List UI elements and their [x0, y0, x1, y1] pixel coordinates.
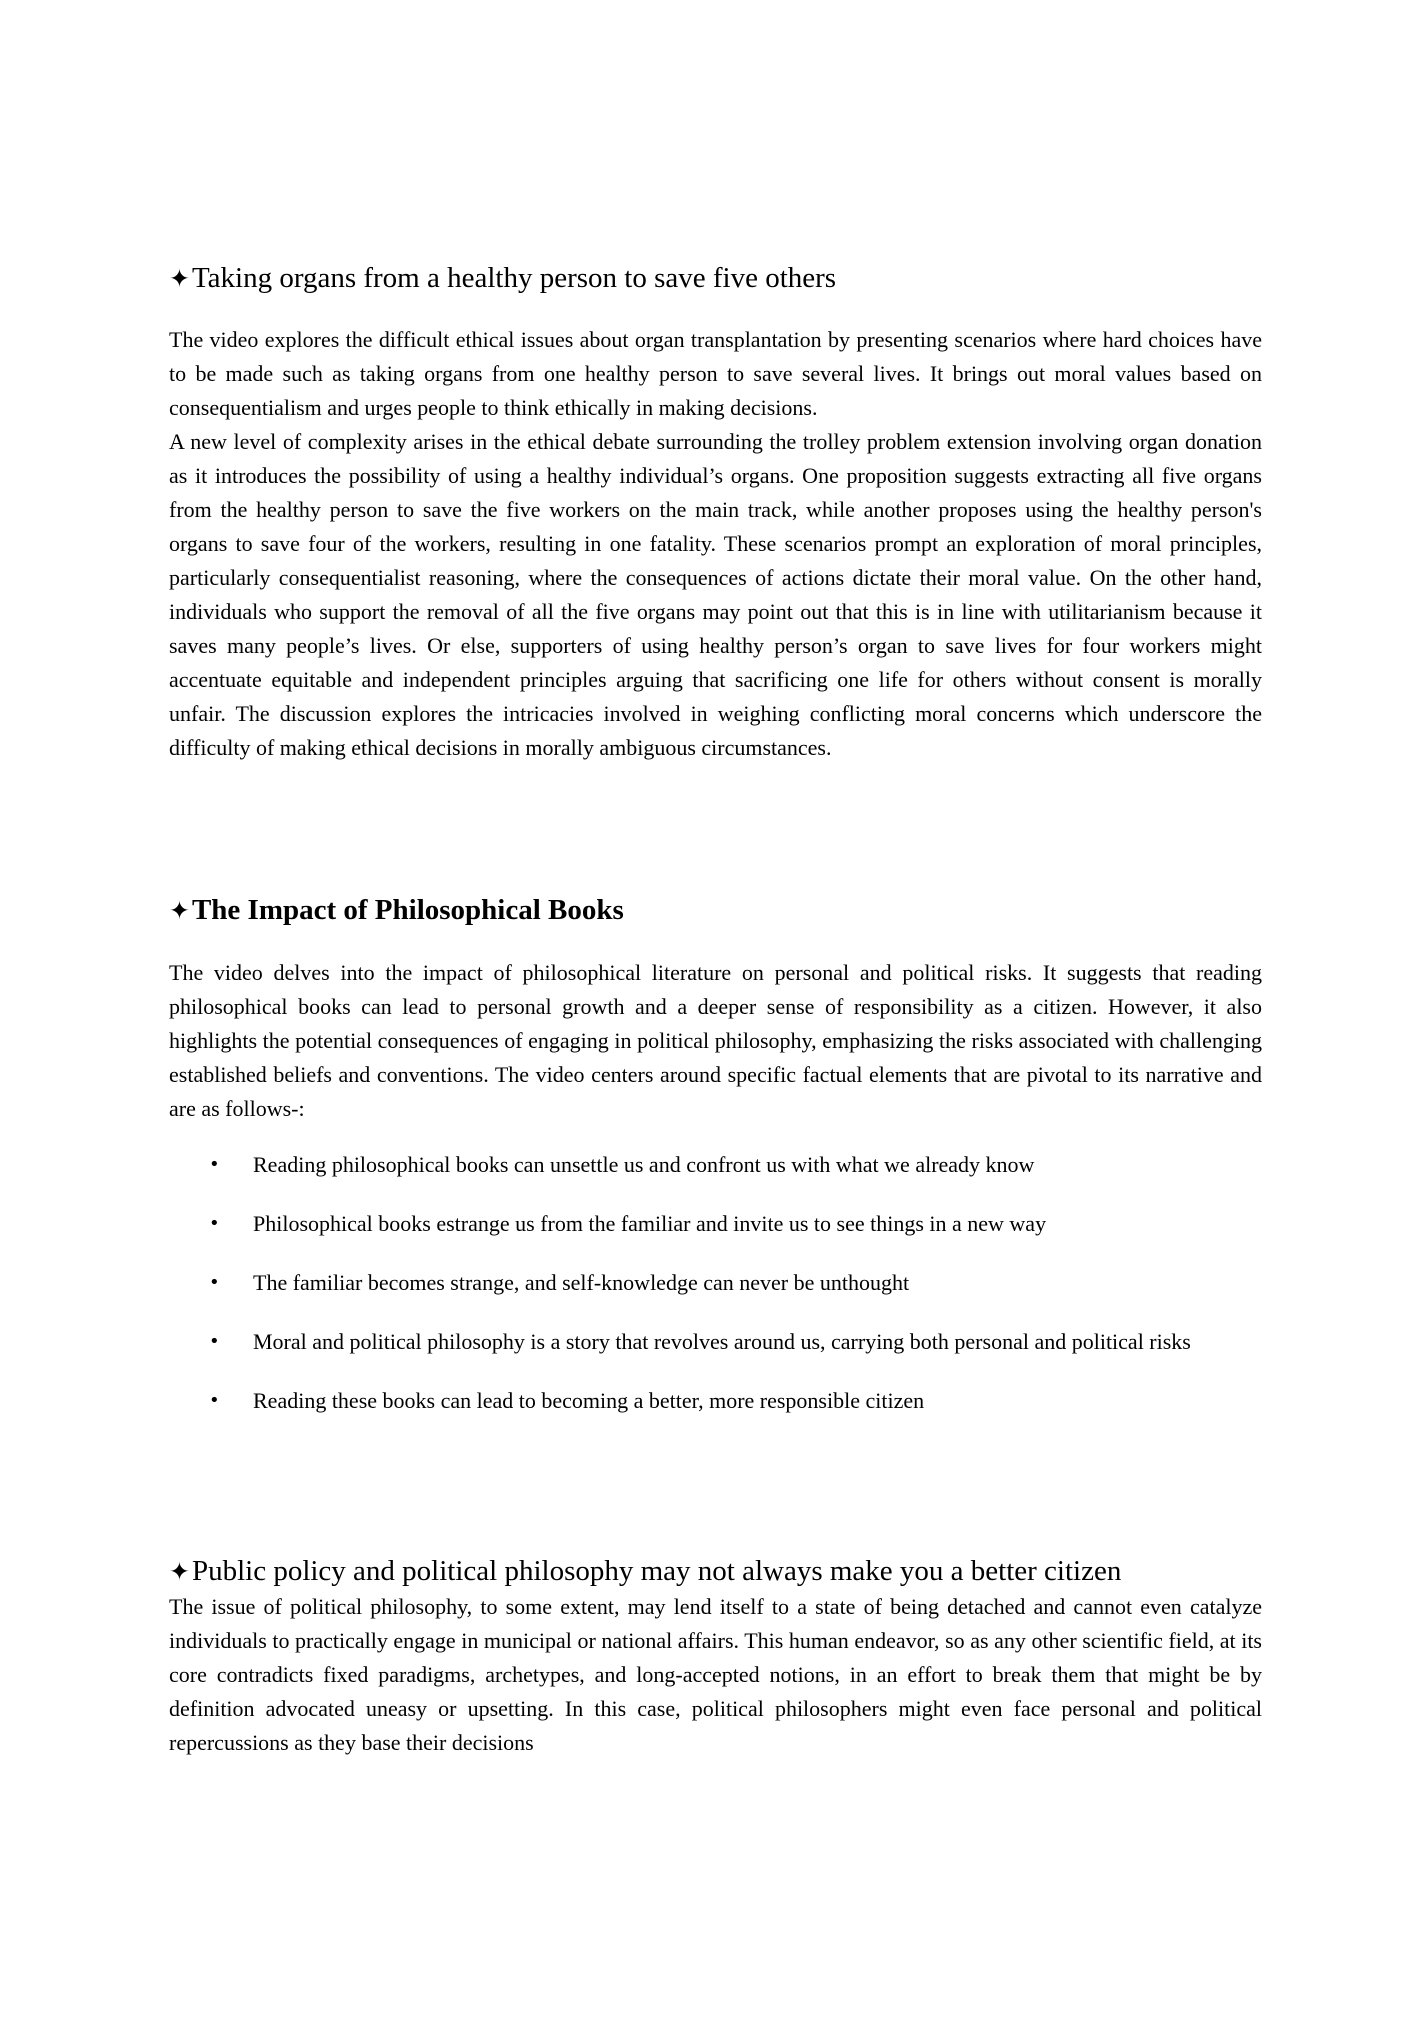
section-body-philosophical-books — [169, 956, 1262, 1126]
bullet-icon: • — [209, 1213, 220, 1234]
paragraph: The video delves into the impact of philosophical literature on personal and political risks. It suggests that reading philosophical books can lead to personal growth and a deeper sense of responsibility as a citizen. However, it also highlights the potential consequences of engaging in political philosophy, emphasizing the risks associated with challenging established beliefs and conventions. The video centers around specific factual elements that are pivotal to its narrative and are as follows-: — [169, 960, 1262, 1121]
star-icon: ✦ — [169, 896, 190, 925]
section-heading-text: The Impact of Philosophical Books — [191, 894, 624, 926]
section-heading-philosophical-books — [169, 892, 624, 929]
list-item — [169, 1266, 1262, 1300]
list-item-text: Reading philosophical books can unsettle us and confront us with what we already know — [253, 1152, 1035, 1177]
paragraph: A new level of complexity arises in the ethical debate surrounding the trolley problem extension involving organ donation as it introduces the possibility of using a healthy individual’s organs. One proposition suggests extracting all five organs from the healthy person to save the five workers on the main track, while another proposes using the healthy person's organs to save four of the workers, resulting in one fatality. These scenarios prompt an exploration of moral principles, particularly consequentialist reasoning, where the consequences of actions dictate their moral value. On the other hand, individuals who support the removal of all the five organs may point out that this is in line with utilitarianism because it saves many people’s lives. Or else, supporters of using healthy person’s organ to save lives for four workers might accentuate equitable and independent principles arguing that sacrificing one life for others without consent is morally unfair. The discussion explores the intricacies involved in weighing conflicting moral concerns which underscore the difficulty of making ethical decisions in morally ambiguous circumstances. — [169, 429, 1262, 760]
bullet-icon: • — [209, 1390, 220, 1411]
section-body-public-policy — [169, 1590, 1262, 1758]
section-heading-text: Taking organs from a healthy person to save five others — [191, 262, 837, 294]
paragraph: The video explores the difficult ethical issues about organ transplantation by presenting scenarios where hard choices have to be made such as taking organs from one healthy person to save several lives. It brings out moral values based on consequentialism and urges people to think ethically in making decisions. — [169, 327, 1262, 420]
star-icon: ✦ — [169, 1557, 190, 1586]
section-heading-text: Public policy and political philosophy may not always make you a better citizen — [191, 1555, 1122, 1587]
list-item-text: Moral and political philosophy is a story that revolves around us, carrying both personal and political risks — [253, 1329, 1191, 1354]
star-icon: ✦ — [169, 264, 190, 293]
bullet-icon: • — [209, 1154, 220, 1175]
list-item — [169, 1384, 1262, 1418]
list-item-text: Reading these books can lead to becoming a better, more responsible citizen — [253, 1388, 925, 1413]
bullet-icon: • — [209, 1272, 220, 1293]
list-item-text: The familiar becomes strange, and self-knowledge can never be unthought — [253, 1270, 910, 1295]
section-heading-organs — [169, 260, 836, 297]
bullet-list — [169, 1148, 1262, 1443]
list-item-text: Philosophical books estrange us from the familiar and invite us to see things in a new way — [253, 1211, 1047, 1236]
list-item — [169, 1148, 1262, 1182]
bullet-icon: • — [209, 1331, 220, 1352]
section-heading-public-policy — [169, 1553, 1121, 1590]
list-item — [169, 1325, 1262, 1359]
list-item — [169, 1207, 1262, 1241]
section-body-organs — [169, 323, 1262, 765]
paragraph: The issue of political philosophy, to some extent, may lend itself to a state of being detached and cannot even catalyze individuals to practically engage in municipal or national affairs. This human endeavor, so as any other scientific field, at its core contradicts fixed paradigms, archetypes, and long-accepted notions, in an effort to break them that might be by definition advocated uneasy or upsetting. In this case, political philosophers might even face personal and political repercussions as they base their decisions — [169, 1594, 1262, 1755]
